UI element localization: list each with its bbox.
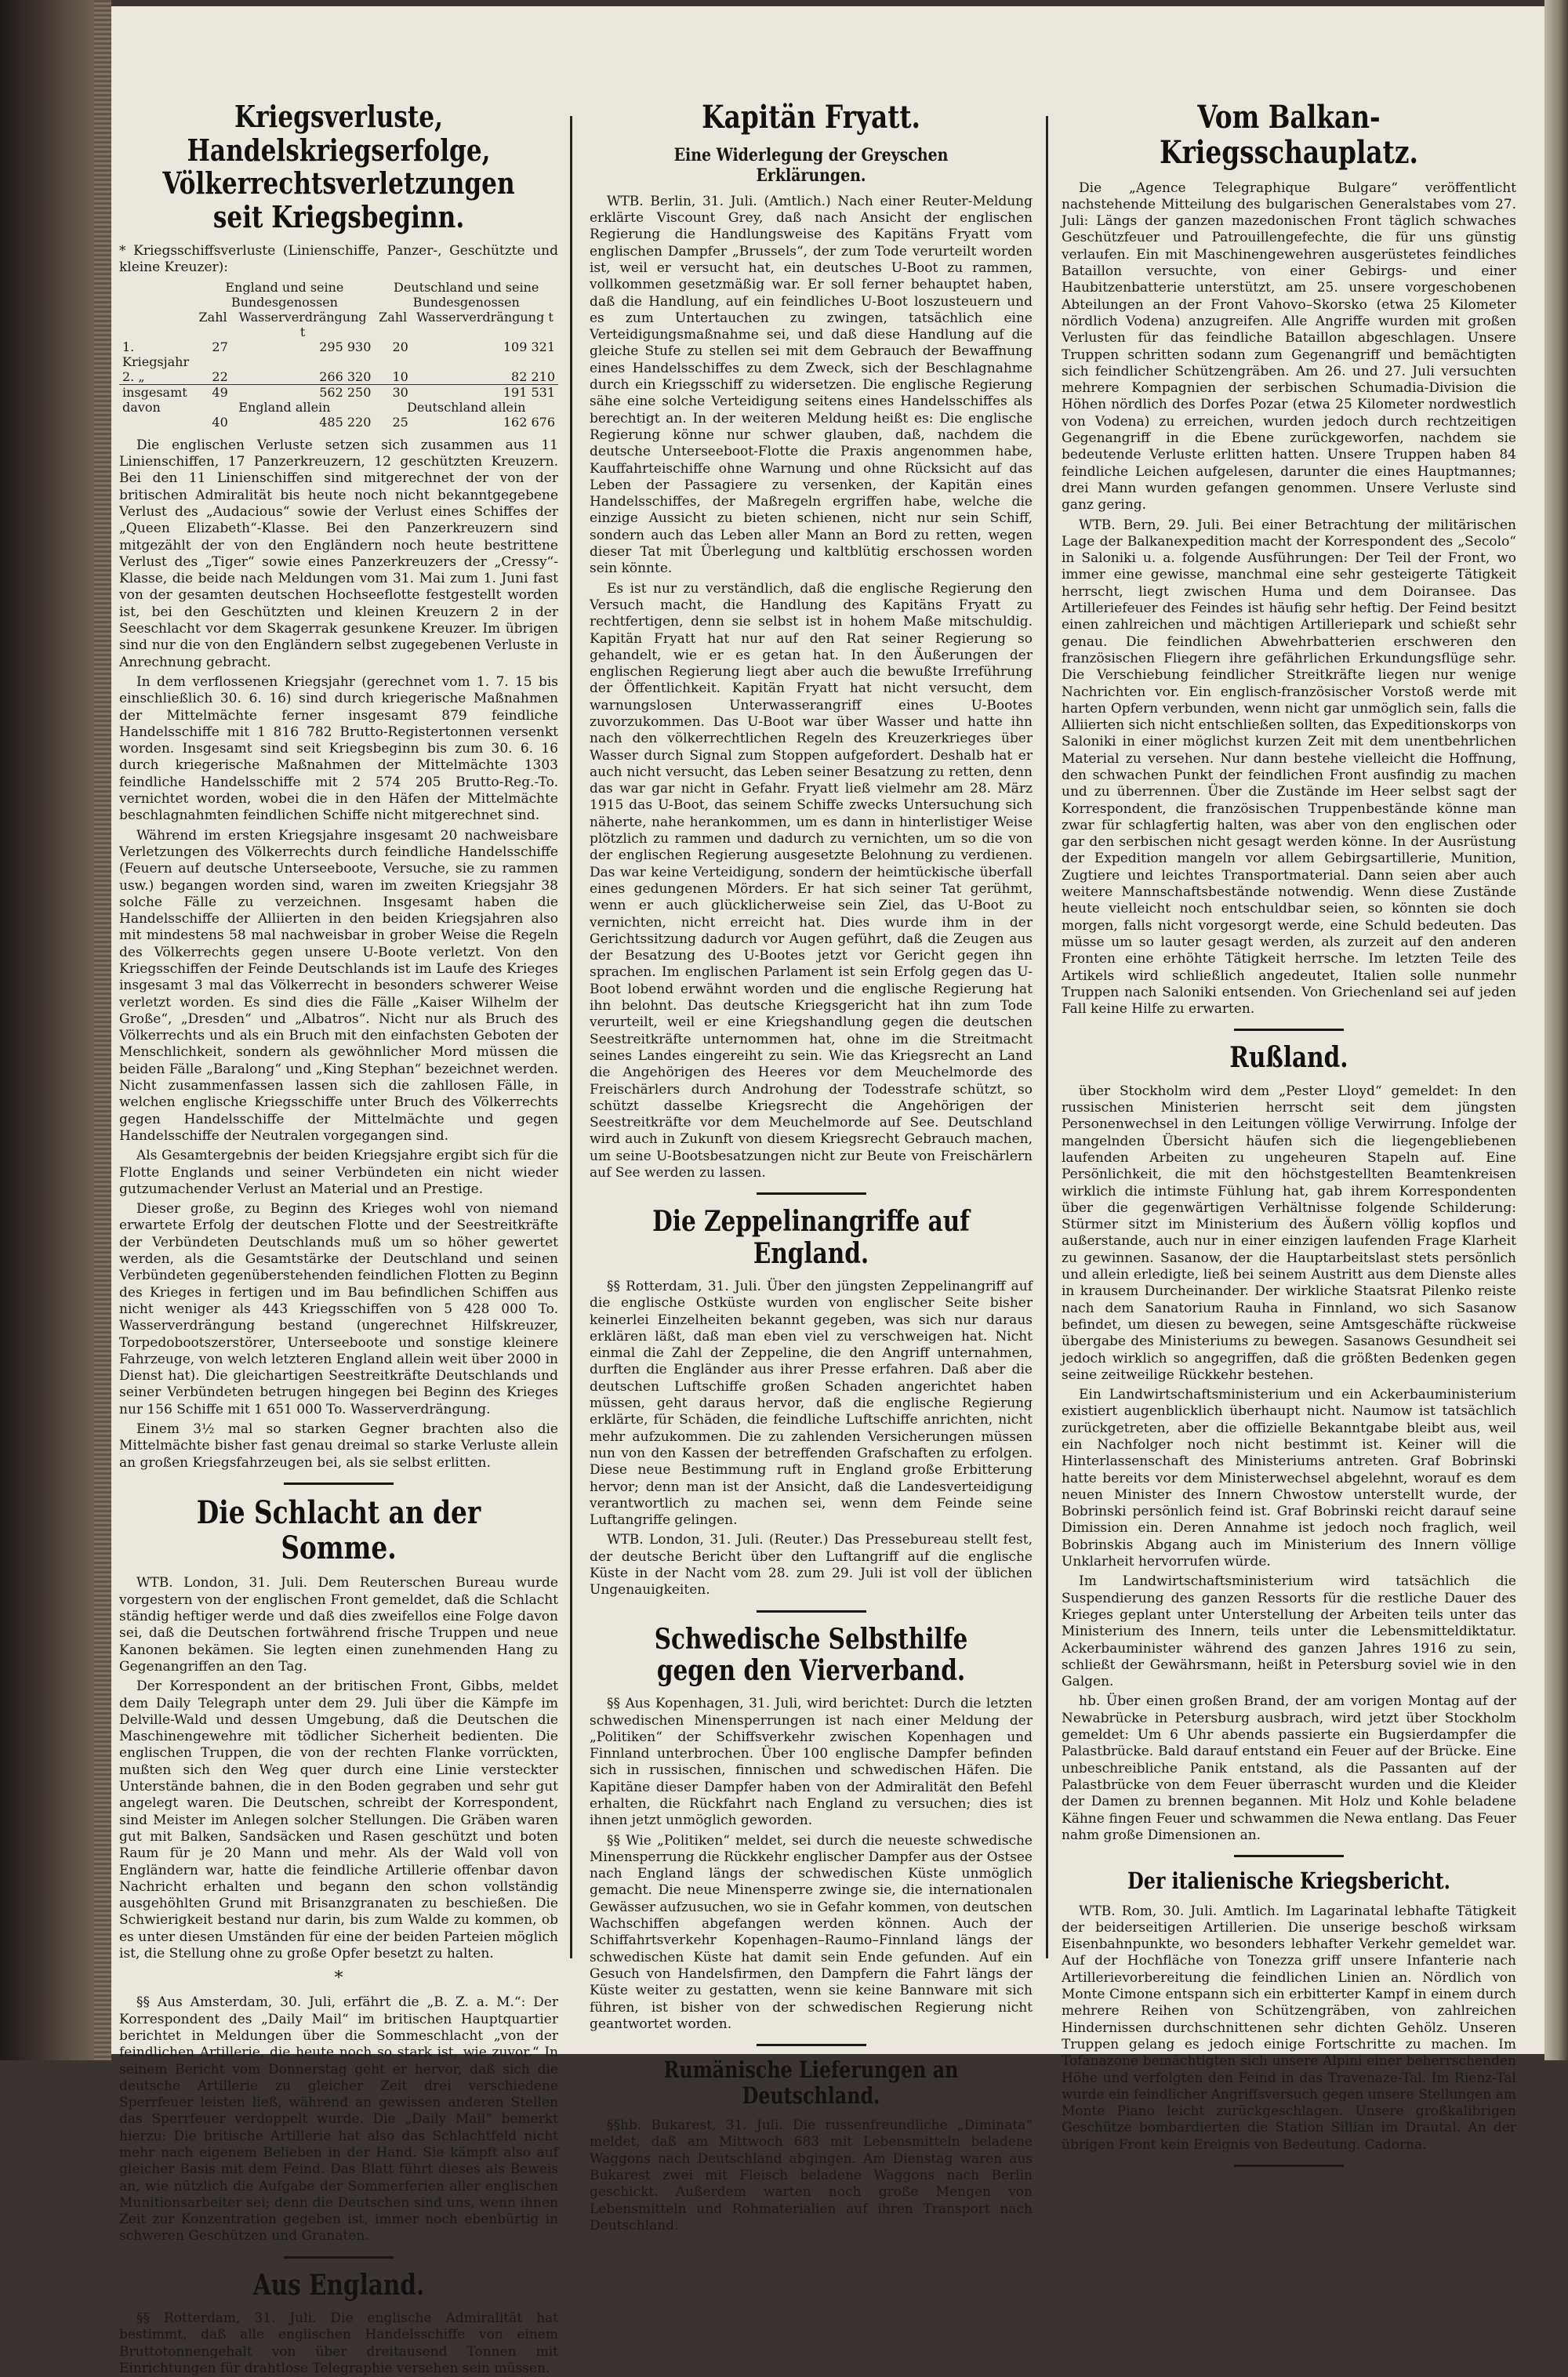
- article-paragraph: WTB. Bern, 29. Juli. Bei einer Betrachtung der militärischen Lage der Balkanexpedition macht der Korrespondent des „Secolo“ in Saloniki u. a. folgende Ausführungen: Der Teil der Front, wo immer eine gewisse, manchmal eine sehr gesteigerte Tätigkeit herrscht, liegt zwischen Huma und dem Doiransee. Das Artilleriefeuer des Feindes ist häufig sehr heftig. Der Feind besitzt einen zahlreichen und mächtigen Artilleriepark und schießt sehr genau. Die feindlichen Abwehrbatterien erschweren den französischen Fliegern ihre gefährlichen Erkundungsflüge sehr. Die Verschiebung feindlicher Streitkräfte liegen nur wenige Nachrichten vor. Ein englisch-französischer Vorstoß werde mit harten Opfern verbunden, wenn nicht gar unmöglich sein, falls die Alliierten sich nicht entschließen sollten, das Expeditionskorps von Saloniki in einer möglichst kurzen Zeit mit dem unentbehrlichen Material zu versehen. Nur dann bestehe vielleicht die Hoffnung, den schwachen Punkt der feindlichen Front ausfindig zu machen und zu überrennen. Über die Zustände im Heer selbst sagt der Korrespondent, die französischen Truppenbestände könne man zwar für schlagfertig halten, was aber von den englischen oder gar den serbischen nicht gesagt werden könne. In der Ausrüstung der Expedition mangeln vor allem Gebirgsartillerie, Munition, Zugtiere und leichtes Transportmaterial. Dann seien aber auch weitere Mannschaftsbestände notwendig. Wenn diese Zustände heute vielleicht noch entschuldbar seien, so könnten sie doch morgen, falls nicht vorgesorgt werde, eine Schuld bedeuten. Das müsse um so lauter gesagt werden, als zurzeit auf den anderen Fronten eine erhöhte Tätigkeit herrsche. Im letzten Teile des Artikels wird schließlich angedeutet, Italien solle nunmehr Truppen nach Saloniki entsenden. Von Griechenland sei auf jeden Fall keine Hilfe zu erwarten.: [1062, 517, 1516, 1018]
- column-rule-2: [1046, 116, 1048, 1958]
- headline-kriegsverluste: Kriegsverluste, Handelskriegserfolge, Völkerrechtsverletzungen seit Kriegsbeginn.: [162, 99, 515, 234]
- cell: 295 930: [319, 339, 372, 354]
- group-a-header: England und seine Bundesgenossen: [225, 279, 344, 310]
- row-label: davon: [122, 399, 161, 415]
- row-label: 2. „: [122, 368, 145, 384]
- cell: 266 320: [319, 368, 372, 384]
- article-paragraph: WTB. London, 31. Juli. (Reuter.) Das Pressebureau stellt fest, der deutsche Bericht über den Luftangriff auf die englische Küste in der Nacht vom 28. zum 29. Juli ist voll der üblichen Ungenauigkeiten.: [590, 1532, 1033, 1599]
- table-row: [119, 415, 558, 430]
- article-paragraph: Die „Agence Telegraphique Bulgare“ veröffentlicht nachstehende Mitteilung des bulgarischen Generalstabes vom 27. Juli: Längs der ganzen mazedonischen Front täglich schwaches Geschützfeuer und Patrouillengefechte, die für uns günstig verlaufen. Ein mit Maschinengewehren ausgerüstetes feindliches Bataillon versuchte, von einer Gebirgs- und einer Haubitzenbatterie unterstützt, am 25. unsere vorgeschobenen Abteilungen an der Front Vahovo–Skorsko (etwa 25 Kilometer nördlich Vodena) anzugreifen. Alle Angriffe wurden mit großen Verlusten für das feindliche Bataillon abgeschlagen. Unsere Truppen schritten sodann zum Gegenangriff und bemächtigten sich feindlicher Schützengräben. Am 26. und 27. Juli versuchten mehrere Kompagnien der serbischen Schumadia-Division die Höhen nördlich des Dorfes Pozar (etwa 25 Kilometer nordwestlich von Vodena) zu erreichen, wurden jedoch durch rechtzeitigen Gegenangriff in die Ebene zurückgeworfen, nachdem sie bedeutende Verluste erlitten hatten. Unsere Truppen haben 84 feindliche Leichen aufgelesen, darunter die eines Hauptmannes; drei Mann wurden gefangen genommen. Unsere Verluste sind ganz gering.: [1062, 180, 1516, 514]
- cell: 40: [212, 414, 228, 430]
- article-paragraph: §§ Wie „Politiken“ meldet, sei durch die neueste schwedische Minensperrung die Rückkehr englischer Dampfer aus der Ostsee nach England längs der schwedischen Küste unmöglich gemacht. Die neue Minensperre zwinge sie, die internationalen Gewässer aufzusuchen, wo sie in Gefahr kommen, von deutschen Wachschiffen abgefangen werden können. Auch der Schiffahrtsverkehr Kopenhagen–Raumo–Finnland längs der schwedischen Küste hat damit sein Ende gefunden. Auf ein Gesuch von Handelsfirmen, den Dampfern die Fahrt längs der Küste weiter zu gestatten, wenn sie keine Bannware mit sich führen, ist bisher von der schwedischen Regierung nicht geantwortet worden.: [590, 1832, 1033, 2032]
- article-paragraph: WTB. Berlin, 31. Juli. (Amtlich.) Nach einer Reuter-Meldung erklärte Viscount Grey, daß nach Ansicht der englischen Regierung die Handlungsweise des Kapitäns Fryatt vom englischen Dampfer „Brussels“, der zum Tode verurteilt worden ist, weil er versucht hat, ein deutsches U-Boot zu rammen, vollkommen gesetzmäßig war. Er soll ferner behauptet haben, daß die Handlung, auf ein feindliches U-Boot loszusteuern und es zum Untertauchen zu zwingen, tatsächlich eine Verteidigungsmaßnahme sei, und daß diese Handlung auf die gleiche Stufe zu stellen sei mit dem Gebrauch der Bewaffnung eines Handelsschiffes zu dem Zweck, sich der Beschlagnahme durch ein Kriegsschiff zu widersetzen. Die englische Regierung sähe eine solche Verteidigung seitens eines Handelsschiffes als berechtigt an. In der weiteren Meldung heißt es: Die englische Regierung könne nur schwer glauben, daß, nachdem die deutsche Unterseeboot-Flotte die Praxis angenommen habe, Kauffahrteischiffe ohne Warnung und ohne Rücksicht auf das Leben der Passagiere zu versenken, der Kapitän eines Handelsschiffes, der Maßregeln ergriffen habe, welche die einzige Aussicht zu bieten schienen, nicht nur sein Schiff, sondern auch das Leben aller Mann an Bord zu retten, wegen dieser Tat mit Überlegung und kaltblütig erschossen worden sein könnte.: [590, 193, 1033, 577]
- section-divider: [757, 2044, 866, 2046]
- alone-b: Deutschland allein: [406, 399, 526, 415]
- section-divider: [1234, 1029, 1344, 1031]
- cell: 49: [194, 384, 230, 400]
- article-paragraph: Als Gesamtergebnis der beiden Kriegsjahre ergibt sich für die Flotte Englands und seiner Verbündeten ein nicht wieder gutzumachender Verlust an Material und an Prestige.: [119, 1148, 558, 1197]
- row-label: 1. Kriegsjahr: [122, 339, 190, 369]
- cell: 25: [392, 414, 408, 430]
- article-paragraph: hb. Über einen großen Brand, der am vorigen Montag auf der Newabrücke in Petersburg ausbrach, wird jetzt über Stockholm gemeldet: Um 6 Uhr abends passierte ein Bugsierdampfer die Palastbrücke. Bald darauf entstand ein Feuer auf der Brücke. Eine unbeschreibliche Panik entstand, als die Passanten auf der Palastbrücke von dem Feuer überrascht wurden und die Kleider der Damen zu brennen begannen. Mit Holz und Kohle beladene Kähne fingen Feuer und schwammen die Newa entlang. Das Feuer nahm große Dimensionen an.: [1062, 1693, 1516, 1843]
- cell: 10: [392, 368, 408, 384]
- article-paragraph: §§ Aus Kopenhagen, 31. Juli, wird berichtet: Durch die letzten schwedischen Minensperrungen ist nach einer Meldung der „Politiken“ der Schiffsverkehr zwischen Kopenhagen und Finnland unterbrochen. Über 100 englische Dampfer befinden sich in russischen, finnischen und schwedischen Häfen. Die Kapitäne dieser Dampfer haben von der Admiralität den Befehl erhalten, die Rückfahrt nach England zu versuchen; dies ist ihnen jetzt unmöglich geworden.: [590, 1696, 1033, 1829]
- article-paragraph: über Stockholm wird dem „Pester Lloyd“ gemeldet: In den russischen Ministerien herrscht seit dem jüngsten Personenwechsel in den Leitungen völlige Verwirrung. Infolge der mangelnden Übersicht häufen sich die liegengebliebenen laufenden Arbeiten zu ungeheuren Stapeln auf. Eine Persönlichkeit, die mit den höchstgestellten Beamtenkreisen wirklich die intimste Fühlung hat, gab ihrem Korrespondenten über die gegenwärtigen Verhältnisse folgende Schilderung: Stürmer sitzt im Ministerium des Äußern völlig kopflos und außerstande, auch nur in einer einzigen laufenden Frage Klarheit zu gewinnen. Sasanow, der die Hauptarbeitslast stets persönlich und allein erledigte, ließ bei seinem Austritt aus dem Dienste alles in krausem Durcheinander. Der wirkliche Staatsrat Pilenko reiste nach dem Sanatorium Rauha in Finnland, wo sich Sasanow befindet, um diesen zu bewegen, seine Amtsgeschäfte rückweise übergabe des Ministeriums zu bewegen. Sasanows Gesundheit sei jedoch wirklich so angegriffen, daß die größten Bedenken gegen seine zeitweilige Rückkehr bestehen.: [1062, 1083, 1516, 1383]
- article-paragraph: WTB. London, 31. Juli. Dem Reuterschen Bureau wurde vorgestern von der englischen Front gemeldet, daß die Schlacht ständig heftiger werde und daß dies zweifellos eine Folge davon sei, daß die Deutschen fortwährend frische Truppen und neue Kanonen bekämen. Sie legten einen zunehmenden Hang zu Gegenangriffen an den Tag.: [119, 1575, 558, 1675]
- right-page-edge: [1544, 0, 1568, 2060]
- tons-header: Wasserverdrängung t: [238, 309, 367, 339]
- cell: 109 321: [503, 339, 555, 354]
- headline-zeppelin: Die Zeppelinangriffe auf England.: [652, 1205, 970, 1270]
- cell: 485 220: [319, 414, 372, 430]
- article-paragraph: Im Landwirtschaftsministerium wird tatsächlich die Suspendierung des ganzen Ressorts für die restliche Dauer des Krieges geplant unter Unterstellung der Arbeiten teils unter das Ministerium des Innern, teils unter die Lebensmitteldiktatur. Ackerbauminister während des ganzen Jahres 1916 zu sein, schließt der Gewährsmann, heißt in Petersburg soviel wie in den Galgen.: [1062, 1573, 1516, 1690]
- article-paragraph: Ein Landwirtschaftsministerium und ein Ackerbauministerium existiert augenblicklich überhaupt nicht. Naumow ist tatsächlich zurückgetreten, aber die offizielle Bekanntgabe bleibt aus, weil ein Nachfolger noch nicht bestimmt ist. Keiner will die Hinterlassenschaft des Ministeriums antreten. Graf Bobrinski hatte bereits vor dem Ministerwechsel abgelehnt, worauf es dem neuen Minister des Innern Chwostow unterstellt wurde, der Bobrinski persönlich feind ist. Graf Bobrinski reicht darauf seine Dimission ein. Deren Annahme ist jedoch noch fraglich, weil Bobrinskis Abgang auch im Ministerium des Innern völlige Unklarheit hervorrufen würde.: [1062, 1387, 1516, 1570]
- headline-schwedische-selbsthilfe: Schwedische Selbsthilfe gegen den Vierverband.: [654, 1622, 968, 1687]
- headline-rumaenische-lieferungen: Rumänische Lieferungen an Deutschland.: [663, 2056, 959, 2109]
- cell: 20: [392, 339, 408, 354]
- article-paragraph: Die englischen Verluste setzen sich zusammen aus 11 Linienschiffen, 17 Panzerkreuzern, 12 geschützten Kreuzern. Bei den 11 Linienschiffen sind mitgerechnet der von der britischen Admiralität bis heute noch nicht bekanntgegebene Verlust des „Audacious“ sowie der Verlust eines Schiffes der „Queen Elizabeth“-Klasse. Bei den Panzerkreuzern sind mitgezählt der von den Engländern noch heute bestrittene Verlust des „Tiger“ sowie eines Panzerkreuzers der „Cressy“-Klasse, die beide nach Meldungen vom 31. Mai zum 1. Juni fast von der gesamten deutschen Hochseeflotte festgestellt worden ist, bei den Geschützten und kleinen Kreuzern 2 in der Seeschlacht vor dem Skagerrak gesunkene Kreuzer. Im übrigen sind nur die von den Engländern selbst zugegebenen Verluste in Anrechnung gebracht.: [119, 437, 558, 670]
- article-paragraph: §§hb. Bukarest, 31. Juli. Die russenfreundliche „Diminata“ meldet, daß am Mittwoch 683 mit Lebensmitteln beladene Waggons nach Deutschland abgingen. Am Dienstag waren aus Bukarest zwei mit Fleisch beladene Waggons nach Berlin geschickt. Außerdem warten noch große Mengen von Lebensmitteln und Rohmaterialien auf ihren Transport nach Deutschland.: [590, 2118, 1033, 2234]
- page-stack-edge: [94, 0, 111, 2060]
- newspaper-page: [111, 6, 1544, 2376]
- column-1: [119, 99, 558, 2376]
- row-label: insgesamt: [119, 384, 194, 400]
- article-paragraph: Der Korrespondent an der britischen Front, Gibbs, meldet dem Daily Telegraph unter dem 29. Juli über die Kämpfe im Delville-Wald und dessen Umgebung, daß die Deutschen die Maschinengewehre mit tödlicher Sicherheit bedienten. Die englischen Truppen, die von der rechten Flanke vorrückten, mußten sich den Weg quer durch eine Linie versteckter Unterstände bahnen, die in den Boden gegraben und sehr gut angelegt waren. Die Deutschen, schreibt der Korrespondent, sind Meister im Anlegen solcher Stellungen. Die Gräben waren gut mit Balken, Sandsäcken und Rasen geschützt und boten Raum für je 20 Mann und mehr. Als der Wald voll von Engländern war, hatte die feindliche Artillerie offenbar davon Nachricht erhalten und begann den schon vollständig ausgehöhlten Grund mit Brisanzgranaten zu beschießen. Die Schwierigkeit bestand nur darin, bis zum Walde zu kommen, ob es unter diesen Umständen für eine der beiden Parteien möglich ist, die Stellung ohne zu große Opfer besetzt zu halten.: [119, 1678, 558, 1962]
- cell: 191 531: [412, 384, 558, 400]
- cell: 22: [212, 368, 228, 384]
- section-divider: [284, 1482, 394, 1485]
- cell: 30: [374, 384, 411, 400]
- group-b-header: Deutschland und seine Bundesgenossen: [394, 279, 539, 310]
- subheadline-fryatt: Eine Widerlegung der Greyschen Erklärungen.: [673, 144, 949, 186]
- section-divider: [1234, 2165, 1344, 2167]
- column-2: [590, 99, 1033, 2234]
- article-paragraph: Dieser große, zu Beginn des Krieges wohl von niemand erwartete Erfolg der deutschen Flotte und der Seestreitkräfte der Verbündeten Deutschlands muß um so höher gewertet werden, als die Gesamtstärke der Deutschland und seinen Verbündeten gegenüberstehenden feindlichen Flotten zu Beginn des Krieges in fertigen und im Bau befindlichen Schiffen aus nicht weniger als 443 Kriegsschiffen von 5 428 000 To. Wasserverdrängung bestand (ungerechnet Hilfskreuzer, Torpedobootszerstörer, Unterseeboote und sonstige kleinere Fahrzeuge, von welch letzteren England allein weit über 2000 in Dienst hat). Die gleichartigen Seestreitkräfte Deutschlands und seiner Verbündeten betrugen hingegen bei Beginn des Krieges nur 156 Schiffe mit 1 651 000 To. Wasserverdrängung.: [119, 1201, 558, 1417]
- article-paragraph: Es ist nur zu verständlich, daß die englische Regierung den Versuch macht, die Handlung des Kapitäns Fryatt zu rechtfertigen, denn sie selbst ist in hohem Maße mitschuldig. Kapitän Fryatt hat nur auf den Rat seiner Regierung so gehandelt, wie er es getan hat. In den Äußerungen der englischen Regierung liegt aber auch die bewußte Irreführung der Öffentlichkeit. Kapitän Fryatt hat nicht versucht, dem warnungslosen Unterwasserangriff eines U-Bootes zuvorzukommen. Das U-Boot war über Wasser und hatte ihn nach den völkerrechtlichen Regeln des Kreuzerkrieges über Wasser durch Signal zum Stoppen aufgefordert. Deshalb hat er auch nicht versucht, das Leben seiner Besatzung zu retten, denn das war gar nicht in Gefahr. Fryatt ließ vielmehr am 28. März 1915 das U-Boot, das seinem Schiffe zwecks Untersuchung sich näherte, nahe herankommen, um es dann in hinterlistiger Weise plötzlich zu rammen und dadurch zu vernichten, um so die von der englischen Regierung ausgesetzte Belohnung zu verdienen. Das war keine Verteidigung, sondern der heimtückische überfall eines gedungenen Mörders. Er hat sich seiner Tat gerühmt, wenn er auch glücklicherweise sein Ziel, das U-Boot zu vernichten, nicht erreicht hat. Dies wurde ihm in der Gerichtssitzung dadurch vor Augen geführt, daß die Zeugen aus der Besatzung des U-Bootes jetzt vor Gericht gegen ihn sprachen. Im englischen Parlament ist sein Erfolg gegen das U-Boot lobend erwähnt worden und die englische Regierung hat ihn belohnt. Das deutsche Kriegsgericht hat ihn zum Tode verurteilt, weil er eine Kriegshandlung gegen die deutschen Seestreitkräfte unternommen hat, ohne im die Streitmacht seines Landes eingereiht zu sein. Wie das Kriegsrecht an Land die Angehörigen des Heeres vor dem Meuchelmorde des Freischärlers durch Androhung der Todesstrafe schützt, so schützt dasselbe Kriegsrecht die Angehörigen der Seestreitkräfte vor dem Meuchelmorde auf See. Deutschland wird auch in Zukunft von diesem Kriegsrecht Gebrauch machen, um seine U-Bootsbesatzungen nicht zur Beute von Freischärlern auf See werden zu lassen.: [590, 580, 1033, 1181]
- table-row: [119, 384, 558, 400]
- article-paragraph: §§ Rotterdam, 31. Juli. Über den jüngsten Zeppelinangriff auf die englische Ostküste wurden von englischer Seite bisher keinerlei Einzelheiten bekannt gegeben, was sich nur daraus erklären läßt, daß man eben viel zu verschweigen hat. Nicht einmal die Zahl der Zeppeline, die den Angriff unternahmen, durften die Engländer aus ihrer Presse erfahren. Daß aber die deutschen Luftschiffe großen Schaden angerichtet haben müssen, geht daraus hervor, daß die englische Regierung erklärte, für Schäden, die feindliche Luftschiffe anrichten, nicht mehr aufzukommen. Die zu zahlenden Versicherungen müssen nun von den Kassen der betreffenden Grafschaften zu erfolgen. Diese neue Bestimmung ruft in England große Erbitterung hervor; denn man ist der Ansicht, daß die Landesverteidigung verantwortlich zu machen sei, wenn dem Feinde seine Luftangriffe gelingen.: [590, 1278, 1033, 1529]
- table-row: [119, 369, 558, 385]
- losses-table: [119, 280, 558, 430]
- table-row: [119, 339, 558, 369]
- count-header: Zahl: [379, 309, 408, 325]
- headline-balkan: Vom Balkan-Kriegsschauplatz.: [1160, 99, 1418, 171]
- headline-aus-england: Aus England.: [252, 2268, 425, 2302]
- headline-russland: Rußland.: [1229, 1041, 1348, 1075]
- article-paragraph: In dem verflossenen Kriegsjahr (gerechnet vom 1. 7. 15 bis einschließlich 30. 6. 16) sind durch kriegerische Maßnahmen der Mittelmächte ferner insgesamt 879 feindliche Handelsschiffe mit 1 816 782 Brutto-Registertonnen versenkt worden. Insgesamt sind seit Kriegsbeginn bis zum 30. 6. 16 durch kriegerische Maßnahmen der Mittelmächte 1303 feindliche Handelsschiffe mit 2 574 205 Brutto-Reg.-To. vernichtet worden, wobei die in den Häfen der Mittelmächte beschlagnahmten feindlichen Schiffe nicht mitgerechnet sind.: [119, 673, 558, 824]
- article-paragraph: Einem 3½ mal so starken Gegner brachten also die Mittelmächte bisher fast genau dreimal so starke Verluste allein an großen Kriegsfahrzeugen bei, als sie selbst erlitten.: [119, 1421, 558, 1471]
- cell: 82 210: [511, 368, 555, 384]
- headline-somme: Die Schlacht an der Somme.: [196, 1493, 481, 1566]
- headline-fryatt: Kapitän Fryatt.: [702, 99, 920, 136]
- section-star: *: [334, 1969, 343, 1989]
- book-binding: [0, 0, 94, 2060]
- section-divider: [1234, 1855, 1344, 1857]
- headline-italienischer-kriegsbericht: Der italienische Kriegsbericht.: [1127, 1867, 1450, 1895]
- section-divider: [757, 1192, 866, 1195]
- tons-header: Wasserverdrängung t: [416, 309, 554, 325]
- article-paragraph: WTB. Rom, 30. Juli. Amtlich. Im Lagarinatal lebhafte Tätigkeit der beiderseitigen Artillerien. Die unserige beschoß wirksam Eisenbahnpunkte, wo besonders lebhafter Verkehr gemeldet war. Auf der Hochfläche von Tonezza griff unsere Infanterie nach Artillerievorbereitung die feindlichen Linien an. Nördlich von Monte Cimone entspann sich ein erbitterter Kampf in einem durch mehrere Reihen von Schützengräben, von zahlreichen Hindernissen durchschnittenen sehr dichten Gehölz. Unseren Truppen gelang es jedoch einige Fortschritte zu machen. Im Tofanazone bemächtigten sich unsere Alpini einer beherrschenden Höhe und verfolgten den Feind in das Travenaze-Tal. Im Rienz-Tal wurde ein feindlicher Angriffsversuch gegen unsere Stellungen am Monte Piano leicht zurückgeschlagen. Unsere großkalibrigen Geschütze bombardierten die Station Sillian im Drautal. An der übrigen Front kein Ereignis von Bedeutung. Cadorna.: [1062, 1903, 1516, 2153]
- cell: 162 676: [503, 414, 555, 430]
- article-paragraph: §§ Aus Amsterdam, 30. Juli, erfährt die „B. Z. a. M.“: Der Korrespondent des „Daily Mail“ im britischen Hauptquartier berichtet in Meldungen über die Sommeschlacht „von der feindlichen Artillerie, die heute noch so stark ist, wie zuvor.“ In seinem Bericht vom Donnerstag geht er hervor, daß sich die deutsche Artillerie zu gleicher Zeit drei verschiedene Sperrfeuer leisten ließ, während an gewissen anderen Stellen das Sperrfeuer verdoppelt wurde. Die „Daily Mail“ bemerkt hierzu: Die britische Artillerie hat also das Schlachtfeld nicht mehr nach eigenem Belieben in der Hand. Sie kämpft also auf gleicher Basis mit dem Feind. Das Blatt führt dieses als Beweis an, wie nützlich die Aufgabe der Sommerferien aller englischen Munitionsarbeiter sei; denn die Deutschen sind uns, wenn ihnen Zeit zur Konzentration gegeben ist, immer noch ebenbürtig in schweren Geschützen und Granaten.: [119, 1994, 558, 2245]
- alone-a: England allein: [238, 399, 331, 415]
- cell: 27: [212, 339, 228, 354]
- column-rule-1: [570, 116, 572, 1958]
- cell: 562 250: [231, 384, 375, 400]
- section-divider: [284, 2256, 394, 2259]
- count-header: Zahl: [198, 309, 227, 325]
- article-paragraph: §§ Rotterdam, 31. Juli. Die englische Admiralität hat bestimmt, daß alle englischen Handelsschiffe von einem Bruttotonnengehalt von über dreitausend Tonnen mit Einrichtungen für drahtlose Telegraphie versehen sein müssen.: [119, 2310, 558, 2376]
- column-3: [1062, 99, 1516, 2153]
- article-paragraph: Während im ersten Kriegsjahre insgesamt 20 nachweisbare Verletzungen des Völkerrechts durch feindliche Handelsschiffe (Feuern auf deutsche Unterseeboote, Versuche, sie zu rammen usw.) begangen worden sind, waren im zweiten Kriegsjahr 38 solche Fälle zu verzeichnen. Insgesamt haben die Handelsschiffe der Alliierten in den beiden Kriegsjahren also mit mindestens 58 mal nachweisbar in grober Weise die Regeln des Völkerrechts gegen unsere U-Boote verletzt. Von den Kriegsschiffen der Feinde Deutschlands ist im Laufe des Krieges insgesamt 3 mal das Völkerrecht in besonders schwerer Weise verletzt worden. Es sind dies die Fälle „Kaiser Wilhelm der Große“, „Dresden“ und „Albatros“. Nicht nur als Bruch des Völkerrechts und als ein Bruch mit den einfachsten Geboten der Menschlichkeit, sondern als gewöhnlicher Mord müssen die beiden Fälle „Baralong“ und „King Stephan“ bezeichnet werden. Nicht zusammenfassen lassen sich die zahllosen Fälle, in welchen englische Kriegsschiffe unter Bruch des Völkerrechts gegen Handelsschiffe der Mittelmächte und gegen Handelsschiffe der Neutralen vorgegangen sind.: [119, 827, 558, 1144]
- section-divider: [757, 1610, 866, 1613]
- intro-text: * Kriegsschiffsverluste (Linienschiffe, Panzer-, Geschützte und kleine Kreuzer):: [119, 243, 558, 276]
